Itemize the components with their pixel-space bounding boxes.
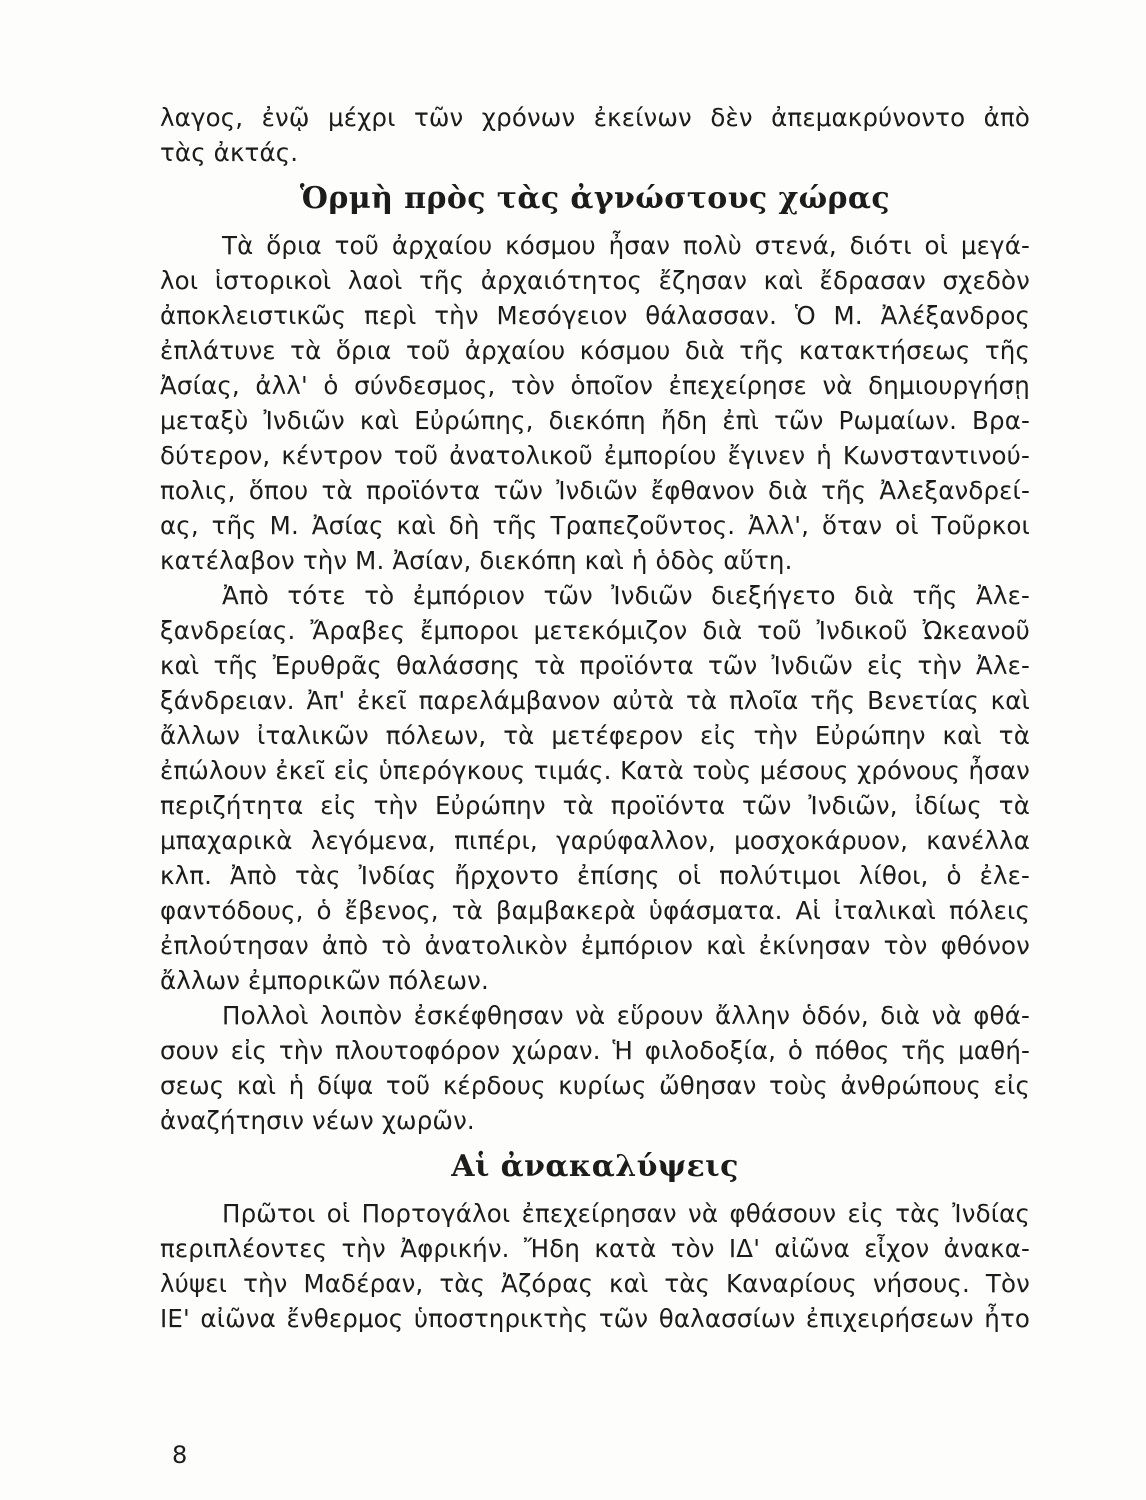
text-line: περιζήτητα εἰς τὴν Εὐρώπην τὰ προϊόντα τῶν Ἰνδιῶν, ἰδίως τὰ	[160, 791, 1030, 820]
text-line: ας, τῆς Μ. Ἀσίας καὶ δὴ τῆς Τραπεζοῦντος. Ἀλλ', ὅταν οἱ Τοῦρκοι	[160, 511, 1030, 540]
text-line: κατέλαβον τὴν Μ. Ἀσίαν, διεκόπη καὶ ἡ ὁδὸς αὕτη.	[160, 546, 793, 575]
text-line: τὰς ἀκτάς.	[160, 138, 299, 167]
section-heading: Αἱ ἀνακαλύψεις	[451, 1149, 739, 1184]
paragraph	[160, 998, 1030, 1138]
text-line: ΙΕ' αἰῶνα ἔνθερμος ὑποστηρικτὴς τῶν θαλασσίων ἐπιχειρήσεων ἦτο	[160, 1304, 1030, 1333]
text-line: λοι ἱστορικοὶ λαοὶ τῆς ἀρχαιότητος ἔζησαν καὶ ἔδρασαν σχεδὸν	[160, 266, 1030, 295]
paragraph	[160, 578, 1030, 998]
text-line: δύτερον, κέντρον τοῦ ἀνατολικοῦ ἐμπορίου ἔγινεν ἡ Κωνσταντινού-	[160, 441, 1030, 470]
text-line: Ἀπὸ τότε τὸ ἐμπόριον τῶν Ἰνδιῶν διεξήγετο διὰ τῆς Ἀλε-	[222, 581, 1030, 610]
text-line: Ἀσίας, ἀλλ' ὁ σύνδεσμος, τὸν ὁποῖον ἐπεχείρησε νὰ δημιουργήσῃ	[160, 371, 1030, 400]
page-number: 8	[172, 1441, 188, 1469]
text-line: ξάνδρειαν. Ἀπ' ἐκεῖ παρελάμβανον αὐτὰ τὰ πλοῖα τῆς Βενετίας καὶ	[160, 686, 1030, 715]
text-line: ξανδρείας. Ἄραβες ἔμποροι μετεκόμιζον διὰ τοῦ Ἰνδικοῦ Ὠκεανοῦ	[160, 616, 1030, 645]
text-line: κλπ. Ἀπὸ τὰς Ἰνδίας ἤρχοντο ἐπίσης οἱ πολύτιμοι λίθοι, ὁ ἐλε-	[160, 861, 1030, 890]
text-line: Τὰ ὅρια τοῦ ἀρχαίου κόσμου ἦσαν πολὺ στενά, διότι οἱ μεγά-	[222, 231, 1030, 260]
text-line: καὶ τῆς Ἐρυθρᾶς θαλάσσης τὰ προϊόντα τῶν Ἰνδιῶν εἰς τὴν Ἀλε-	[160, 651, 1030, 680]
text-line: σεως καὶ ἡ δίψα τοῦ κέρδους κυρίως ὤθησαν τοὺς ἀνθρώπους εἰς	[160, 1071, 1030, 1100]
section-heading: Ὁρμὴ πρὸς τὰς ἀγνώστους χώρας	[299, 181, 891, 216]
text-line: ἐπώλουν ἐκεῖ εἰς ὑπερόγκους τιμάς. Κατὰ τοὺς μέσους χρόνους ἦσαν	[160, 756, 1030, 785]
text-line: μεταξὺ Ἰνδιῶν καὶ Εὐρώπης, διεκόπη ἤδη ἐπὶ τῶν Ρωμαίων. Βρα-	[160, 406, 1030, 435]
text-line: μπαχαρικὰ λεγόμενα, πιπέρι, γαρύφαλλον, μοσχοκάρυον, κανέλλα	[160, 826, 1030, 855]
text-line: λαγος, ἐνῷ μέχρι τῶν χρόνων ἐκείνων δὲν ἀπεμακρύνοντο ἀπὸ	[160, 103, 1030, 132]
text-line: ἐπλάτυνε τὰ ὅρια τοῦ ἀρχαίου κόσμου διὰ τῆς κατακτήσεως τῆς	[160, 336, 1030, 365]
text-line: Πολλοὶ λοιπὸν ἐσκέφθησαν νὰ εὕρουν ἄλλην ὁδόν, διὰ νὰ φθά-	[222, 1001, 1030, 1030]
text-line: Πρῶτοι οἱ Πορτογάλοι ἐπεχείρησαν νὰ φθάσουν εἰς τὰς Ἰνδίας	[222, 1199, 1030, 1228]
text-line: ἀποκλειστικῶς περὶ τὴν Μεσόγειον θάλασσαν. Ὁ Μ. Ἀλέξανδρος	[160, 301, 1030, 330]
paragraph	[160, 1196, 1030, 1336]
text-line: ἀναζήτησιν νέων χωρῶν.	[160, 1106, 475, 1135]
text-line: λύψει τὴν Μαδέραν, τὰς Ἀζόρας καὶ τὰς Καναρίους νήσους. Τὸν	[160, 1269, 1030, 1298]
paragraph	[160, 228, 1030, 578]
page-body	[160, 100, 1030, 1336]
intro-paragraph	[160, 100, 1030, 170]
text-line: ἐπλούτησαν ἀπὸ τὸ ἀνατολικὸν ἐμπόριον καὶ ἐκίνησαν τὸν φθόνον	[160, 931, 1030, 960]
text-line: ἄλλων ἐμπορικῶν πόλεων.	[160, 966, 489, 995]
text-line: σουν εἰς τὴν πλουτοφόρον χώραν. Ἡ φιλοδοξία, ὁ πόθος τῆς μαθή-	[160, 1036, 1030, 1065]
text-line: περιπλέοντες τὴν Ἀφρικήν. Ἤδη κατὰ τὸν ΙΔ' αἰῶνα εἶχον ἀνακα-	[160, 1234, 1030, 1263]
text-line: πολις, ὅπου τὰ προϊόντα τῶν Ἰνδιῶν ἔφθανον διὰ τῆς Ἀλεξανδρεί-	[160, 476, 1030, 505]
text-line: ἄλλων ἰταλικῶν πόλεων, τὰ μετέφερον εἰς τὴν Εὐρώπην καὶ τὰ	[160, 721, 1030, 750]
text-line: φαντόδους, ὁ ἔβενος, τὰ βαμβακερὰ ὑφάσματα. Αἱ ἰταλικαὶ πόλεις	[160, 896, 1030, 925]
